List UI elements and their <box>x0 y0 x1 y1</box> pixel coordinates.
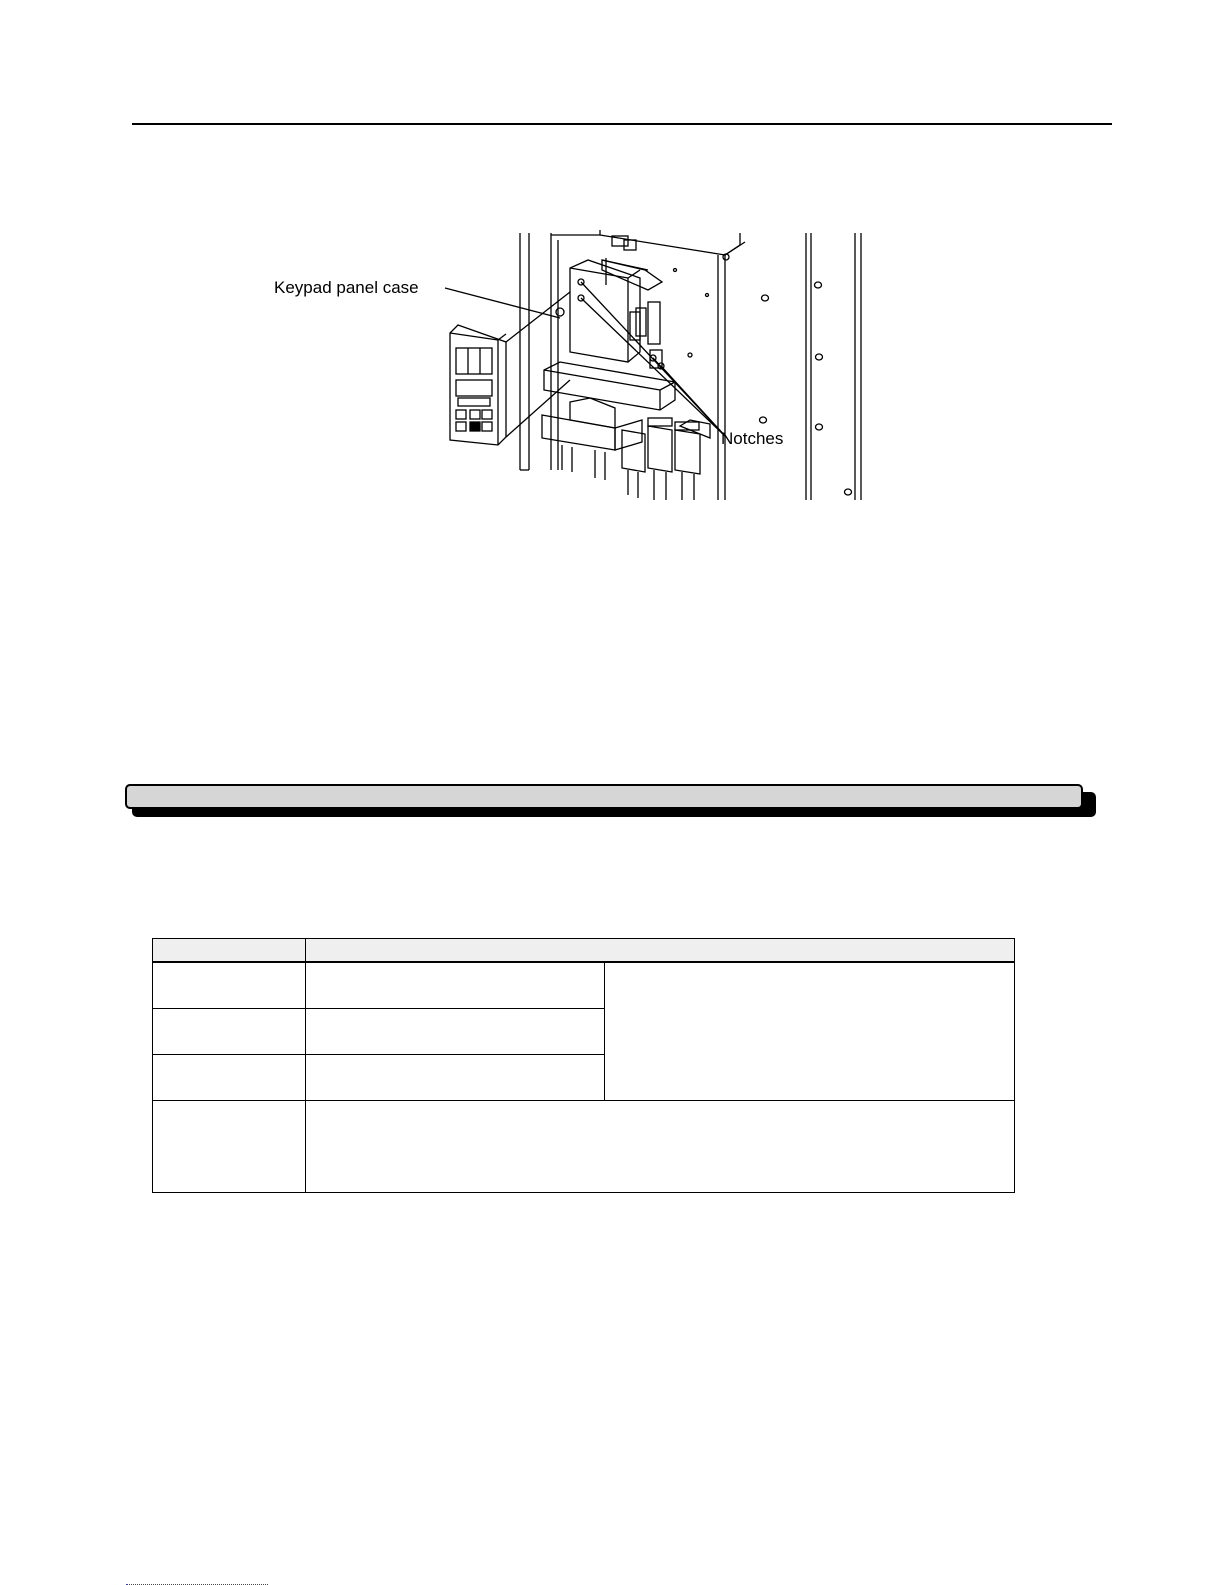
table-header-row <box>153 939 1015 963</box>
table-cell <box>153 962 306 1009</box>
keypad-removal-figure <box>270 230 880 505</box>
top-rule <box>132 123 1112 125</box>
table-header-cell <box>153 939 306 963</box>
table-cell <box>153 1009 306 1055</box>
table-merged-cell <box>605 962 1015 1101</box>
notches-label: Notches <box>721 429 784 448</box>
table-cell <box>306 1009 605 1055</box>
table-cell <box>306 1055 605 1101</box>
table-cell <box>153 1055 306 1101</box>
table-row <box>153 1101 1015 1193</box>
section-heading-bar <box>125 784 1083 809</box>
table-cell <box>306 962 605 1009</box>
table-row <box>153 962 1015 1009</box>
table-cell <box>306 1101 1015 1193</box>
specification-table <box>152 938 1015 1193</box>
table-header-cell <box>306 939 1015 963</box>
table-cell <box>153 1101 306 1193</box>
keypad-panel-case-label: Keypad panel case <box>274 278 419 297</box>
